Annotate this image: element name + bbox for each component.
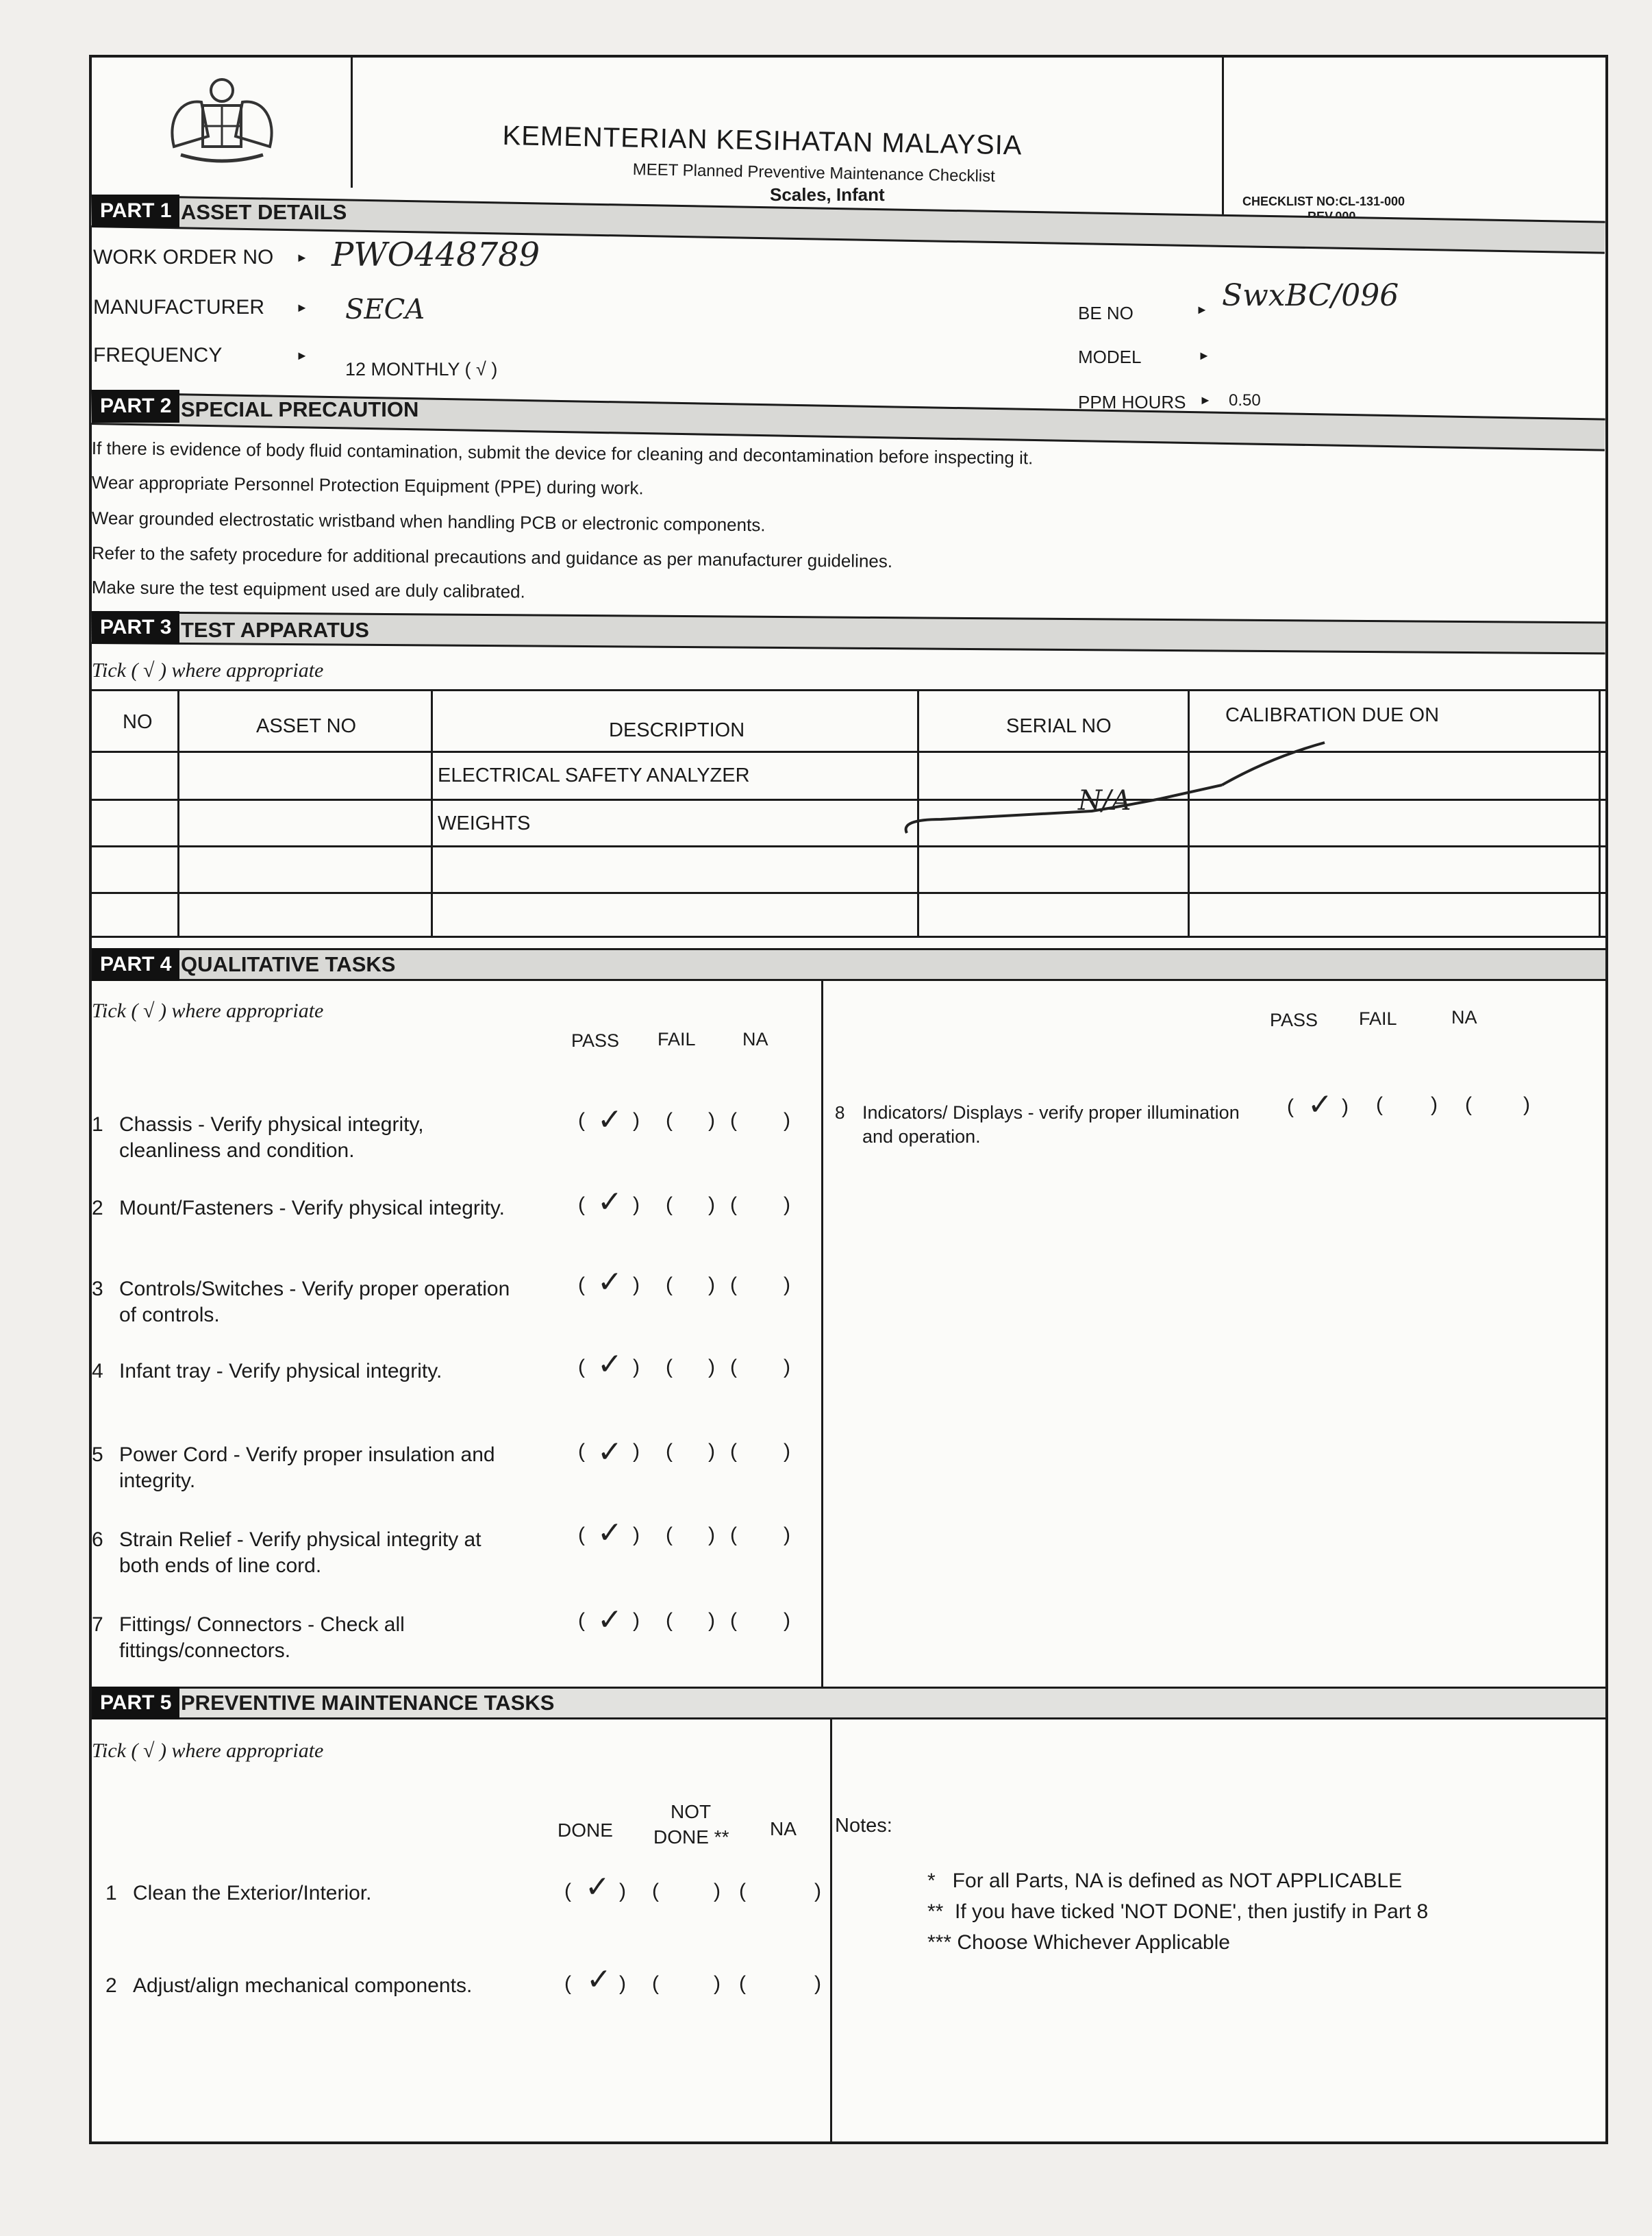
- model-arrow: ►: [1198, 349, 1210, 362]
- task-4-pass-tick[interactable]: ✓: [597, 1347, 623, 1382]
- task-1-no: 1: [92, 1113, 103, 1136]
- precaution-line-4: Refer to the safety procedure for additional precautions and guidance as per manufacturer guidelines.: [91, 543, 893, 572]
- part5-col-done: DONE: [558, 1819, 613, 1841]
- task-6-no: 6: [92, 1528, 103, 1551]
- col-asset-no: ASSET NO: [256, 715, 357, 737]
- task-3-fail-close: ): [708, 1274, 715, 1296]
- frequency-label: FREQUENCY: [93, 344, 223, 367]
- ministry-crest: [153, 71, 290, 174]
- part3-title: TEST APPARATUS: [181, 618, 369, 642]
- task-5-pass-open: (: [578, 1440, 585, 1463]
- pm-task-2-no: 2: [105, 1974, 117, 1997]
- task-3-text: Controls/Switches - Verify proper operation: [119, 1278, 510, 1300]
- task-1-pass-close: ): [633, 1109, 640, 1132]
- pm-task-2-notdone-open: (: [652, 1972, 659, 1995]
- task-3-pass-tick[interactable]: ✓: [597, 1265, 623, 1300]
- part3-tick-note: Tick ( √ ) where appropriate: [92, 659, 324, 682]
- precaution-line-1: If there is evidence of body fluid contamination, submit the device for cleaning and decontamination before inspecting it.: [91, 438, 1034, 469]
- ppm-hours-arrow: ►: [1199, 393, 1212, 407]
- col-no: NO: [123, 711, 153, 733]
- task-4-fail-close: ): [708, 1356, 715, 1378]
- task-8-fail-open: (: [1376, 1093, 1383, 1116]
- serial-na-text: N/A: [1078, 785, 1131, 817]
- be-no-value: SwxBC/096: [1222, 278, 1399, 313]
- task-6-pass-tick[interactable]: ✓: [597, 1515, 623, 1550]
- task-8-na-close: ): [1523, 1093, 1530, 1116]
- pm-task-1-done-open: (: [564, 1880, 571, 1902]
- work-order-value: PWO448789: [331, 236, 540, 274]
- task-7-text: Fittings/ Connectors - Check all: [119, 1613, 405, 1636]
- task-4-no: 4: [92, 1360, 103, 1382]
- precaution-line-3: Wear grounded electrostatic wristband when handling PCB or electronic components.: [91, 508, 766, 536]
- task-7-no: 7: [92, 1613, 103, 1636]
- pm-task-2-na-close: ): [814, 1972, 821, 1995]
- part2-tag: PART 2: [92, 390, 179, 423]
- task-6-na-close: ): [784, 1524, 790, 1546]
- task-7-pass-tick[interactable]: ✓: [597, 1602, 623, 1637]
- task-8-no: 8: [835, 1102, 845, 1123]
- task-3-no: 3: [92, 1278, 103, 1300]
- part4-tick-note: Tick ( √ ) where appropriate: [92, 999, 324, 1022]
- task-1-fail-open: (: [666, 1109, 673, 1132]
- task-8-pass-close: ): [1342, 1095, 1349, 1118]
- task-4-pass-open: (: [578, 1356, 585, 1378]
- col-description: DESCRIPTION: [609, 719, 745, 741]
- task-6-text: Strain Relief - Verify physical integrity at: [119, 1528, 481, 1551]
- pm-task-1-done-close: ): [619, 1880, 626, 1902]
- precaution-line-2: Wear appropriate Personnel Protection Equipment (PPE) during work.: [91, 472, 644, 499]
- task-1-pass-tick[interactable]: ✓: [597, 1102, 623, 1137]
- task-1-text-2: cleanliness and condition.: [119, 1139, 355, 1162]
- task-6-fail-close: ): [708, 1524, 715, 1546]
- note-3: *** Choose Whichever Applicable: [927, 1931, 1230, 1954]
- pm-task-2-done-tick[interactable]: ✓: [586, 1962, 612, 1997]
- task-7-fail-open: (: [666, 1609, 673, 1632]
- part5-title: PREVENTIVE MAINTENANCE TASKS: [181, 1691, 555, 1715]
- ppm-hours-label: PPM HOURS: [1078, 392, 1186, 412]
- task-8-na-open: (: [1465, 1093, 1472, 1116]
- pm-task-1-na-open: (: [739, 1880, 746, 1902]
- task-4-pass-close: ): [633, 1356, 640, 1378]
- task-2-text: Mount/Fasteners - Verify physical integrity.: [119, 1197, 505, 1219]
- checklist-name: MEET Planned Preventive Maintenance Checklist: [632, 160, 996, 186]
- checklist-number: CHECKLIST NO:CL-131-000: [1242, 195, 1405, 208]
- part4-tag: PART 4: [92, 948, 179, 981]
- task-7-text-2: fittings/connectors.: [119, 1639, 291, 1662]
- part4-col-pass-left: PASS: [571, 1030, 620, 1051]
- part4-col-na-left: NA: [742, 1029, 768, 1049]
- be-no-label: BE NO: [1078, 303, 1134, 323]
- pm-task-2-done-open: (: [564, 1972, 571, 1995]
- task-5-no: 5: [92, 1443, 103, 1466]
- task-1-text: Chassis - Verify physical integrity,: [119, 1113, 424, 1136]
- task-1-na-open: (: [730, 1109, 737, 1132]
- task-5-text: Power Cord - Verify proper insulation and: [119, 1443, 495, 1466]
- part3-tag: PART 3: [92, 611, 179, 644]
- task-4-na-close: ): [784, 1356, 790, 1378]
- task-6-text-2: both ends of line cord.: [119, 1554, 322, 1577]
- task-5-fail-open: (: [666, 1440, 673, 1463]
- task-2-na-close: ): [784, 1193, 790, 1216]
- part2-title: SPECIAL PRECAUTION: [181, 397, 419, 421]
- task-3-text-2: of controls.: [119, 1304, 220, 1326]
- part4-col-na-right: NA: [1451, 1007, 1477, 1028]
- part5-tick-note: Tick ( √ ) where appropriate: [92, 1739, 324, 1762]
- ministry-title: KEMENTERIAN KESIHATAN MALAYSIA: [502, 121, 1023, 161]
- part4-title: QUALITATIVE TASKS: [181, 952, 396, 976]
- pm-task-1-notdone-open: (: [652, 1880, 659, 1902]
- part5-tag: PART 5: [92, 1687, 179, 1719]
- part4-col-fail-left: FAIL: [658, 1029, 696, 1049]
- ppm-hours-value: 0.50: [1229, 391, 1261, 410]
- part1-title: ASSET DETAILS: [181, 200, 347, 224]
- col-calibration-due: CALIBRATION DUE ON: [1225, 704, 1440, 726]
- task-6-na-open: (: [730, 1524, 737, 1546]
- part5-col-not-done: DONE **: [653, 1826, 729, 1848]
- work-order-label: WORK ORDER NO: [93, 246, 274, 269]
- task-4-text: Infant tray - Verify physical integrity.: [119, 1360, 442, 1382]
- task-3-pass-open: (: [578, 1274, 585, 1296]
- be-no-arrow: ►: [1196, 303, 1208, 316]
- task-5-na-open: (: [730, 1440, 737, 1463]
- task-3-na-close: ): [784, 1274, 790, 1296]
- task-8-pass-open: (: [1287, 1095, 1294, 1118]
- note-1: * For all Parts, NA is defined as NOT APPLICABLE: [927, 1869, 1403, 1892]
- pm-task-1-no: 1: [105, 1882, 117, 1904]
- task-7-na-open: (: [730, 1609, 737, 1632]
- task-5-text-2: integrity.: [119, 1469, 196, 1492]
- task-8-text-2: and operation.: [862, 1126, 981, 1147]
- task-7-fail-close: ): [708, 1609, 715, 1632]
- note-2: ** If you have ticked 'NOT DONE', then justify in Part 8: [927, 1900, 1429, 1923]
- apparatus-row-2: WEIGHTS: [438, 812, 531, 834]
- manufacturer-arrow: ►: [296, 301, 308, 314]
- task-8-fail-close: ): [1431, 1093, 1438, 1116]
- task-5-na-close: ): [784, 1440, 790, 1463]
- task-6-pass-open: (: [578, 1524, 585, 1546]
- task-3-pass-close: ): [633, 1274, 640, 1296]
- precaution-line-5: Make sure the test equipment used are duly calibrated.: [91, 577, 525, 602]
- checklist-page: [89, 55, 1608, 2144]
- pm-task-2-notdone-close: ): [714, 1972, 721, 1995]
- pm-task-2-done-close: ): [619, 1972, 626, 1995]
- work-order-arrow: ►: [296, 251, 308, 264]
- task-1-pass-open: (: [578, 1109, 585, 1132]
- task-8-pass-tick[interactable]: ✓: [1307, 1087, 1333, 1122]
- task-7-pass-close: ): [633, 1609, 640, 1632]
- task-6-fail-open: (: [666, 1524, 673, 1546]
- task-2-fail-close: ): [708, 1193, 715, 1216]
- equipment-name: Scales, Infant: [770, 184, 885, 205]
- pm-task-1-done-tick[interactable]: ✓: [585, 1869, 610, 1904]
- task-4-na-open: (: [730, 1356, 737, 1378]
- task-5-pass-close: ): [633, 1440, 640, 1463]
- task-8-text: Indicators/ Displays - verify proper illumination: [862, 1102, 1240, 1123]
- task-2-na-open: (: [730, 1193, 737, 1216]
- test-apparatus-table: [92, 689, 1605, 936]
- task-5-pass-tick[interactable]: ✓: [597, 1434, 623, 1469]
- task-2-pass-open: (: [578, 1193, 585, 1216]
- task-3-na-open: (: [730, 1274, 737, 1296]
- task-4-fail-open: (: [666, 1356, 673, 1378]
- pm-task-2-na-open: (: [739, 1972, 746, 1995]
- part5-col-na: NA: [770, 1818, 797, 1839]
- manufacturer-label: MANUFACTURER: [93, 296, 265, 319]
- frequency-value: 12 MONTHLY ( √ ): [345, 359, 498, 380]
- task-5-fail-close: ): [708, 1440, 715, 1463]
- col-serial-no: SERIAL NO: [1006, 715, 1112, 737]
- task-2-pass-tick[interactable]: ✓: [597, 1184, 623, 1219]
- model-label: MODEL: [1078, 347, 1142, 367]
- pm-task-2-text: Adjust/align mechanical components.: [133, 1974, 473, 1997]
- task-2-fail-open: (: [666, 1193, 673, 1216]
- task-2-pass-close: ): [633, 1193, 640, 1216]
- part4-col-fail-right: FAIL: [1359, 1008, 1397, 1029]
- apparatus-row-1: ELECTRICAL SAFETY ANALYZER: [438, 765, 750, 786]
- task-1-na-close: ): [784, 1109, 790, 1132]
- part5-col-not: NOT: [671, 1801, 712, 1822]
- task-7-na-close: ): [784, 1609, 790, 1632]
- task-2-no: 2: [92, 1197, 103, 1219]
- task-6-pass-close: ): [633, 1524, 640, 1546]
- notes-label: Notes:: [835, 1815, 892, 1837]
- manufacturer-value: SECA: [345, 294, 425, 325]
- pm-task-1-na-close: ): [814, 1880, 821, 1902]
- part1-tag: PART 1: [92, 195, 179, 227]
- frequency-arrow: ►: [296, 349, 308, 362]
- part4-col-pass-right: PASS: [1270, 1010, 1318, 1030]
- task-7-pass-open: (: [578, 1609, 585, 1632]
- task-3-fail-open: (: [666, 1274, 673, 1296]
- pm-task-1-notdone-close: ): [714, 1880, 721, 1902]
- task-1-fail-close: ): [708, 1109, 715, 1132]
- pm-task-1-text: Clean the Exterior/Interior.: [133, 1882, 372, 1904]
